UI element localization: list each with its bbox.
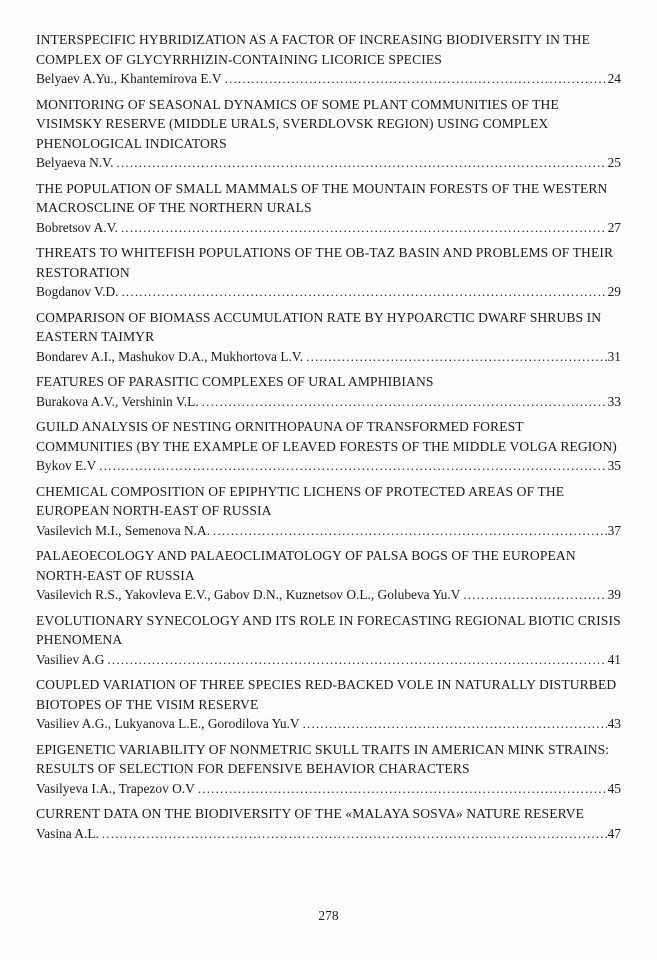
entry-authors-line	[36, 824, 621, 844]
entry-page-number: 47	[607, 825, 621, 841]
entry-page-number: 33	[607, 393, 621, 409]
entry-page-number: 45	[607, 780, 621, 796]
entry-title: EVOLUTIONARY SYNECOLOGY AND ITS ROLE IN FORECASTING REGIONAL BIOTIC CRISIS PHENOMENA	[36, 612, 621, 647]
entry-authors-line	[36, 347, 621, 367]
entry-title: COUPLED VARIATION OF THREE SPECIES RED-BACKED VOLE IN NATURALLY DISTURBED BIOTOPES OF THE VISIM RESERVE	[36, 677, 617, 712]
entry-authors: Vasina A.L.	[36, 825, 99, 841]
entry-page-number: 31	[607, 348, 621, 364]
entry-page-number: 37	[607, 522, 621, 538]
dot-leader	[107, 650, 606, 670]
dot-leader	[198, 779, 607, 799]
entry-authors: Belyaev A.Yu., Khantemirova E.V	[36, 71, 222, 86]
entry-authors-line	[36, 650, 621, 670]
entry-authors-line	[36, 392, 621, 412]
toc-entry	[36, 740, 621, 799]
entry-authors: Vasiliev A.G	[36, 651, 105, 667]
entry-authors: Bondarev A.I., Mashukov D.A., Mukhortova L.V.	[36, 348, 304, 364]
entry-authors-line	[36, 218, 621, 238]
dot-leader	[213, 521, 607, 541]
toc-entry	[36, 243, 621, 302]
toc-entry	[36, 611, 621, 670]
toc-entry	[36, 179, 621, 238]
entry-authors: Belyaeva N.V.	[36, 155, 114, 170]
entry-authors: Bobretsov A.V.	[36, 219, 118, 235]
entry-authors-line	[36, 779, 621, 799]
dot-leader	[121, 218, 607, 238]
entry-authors: Vasilyeva I.A., Trapezov O.V	[36, 780, 195, 796]
entry-title: CHEMICAL COMPOSITION OF EPIPHYTIC LICHENS OF PROTECTED AREAS OF THE EUROPEAN NORTH-EAST OF RUSSIA	[36, 483, 565, 518]
entry-authors-line	[36, 153, 621, 173]
entry-title: COMPARISON OF BIOMASS ACCUMULATION RATE BY HYPOARCTIC DWARF SHRUBS IN EASTERN TAIMYR	[36, 309, 602, 344]
dot-leader	[121, 282, 606, 302]
entry-title: GUILD ANALYSIS OF NESTING ORNITHOPAUNA OF TRANSFORMED FOREST COMMUNITIES (BY THE EXAMPLE OF LEAVED FORESTS OF THE MIDDLE VOLGA REGION)	[36, 419, 617, 454]
entry-title: PALAEOECOLOGY AND PALAEOCLIMATOLOGY OF PALSA BOGS OF THE EUROPEAN NORTH-EAST OF RUSSIA	[36, 548, 576, 583]
toc-list	[36, 30, 621, 843]
dot-leader	[102, 824, 607, 844]
entry-authors-line	[36, 69, 621, 89]
entry-title: CURRENT DATA ON THE BIODIVERSITY OF THE «MALAYA SOSVA» NATURE RESERVE	[36, 806, 585, 821]
entry-authors: Bykov E.V	[36, 458, 97, 473]
entry-authors: Bogdanov V.D.	[36, 284, 119, 299]
page-number: 278	[318, 908, 339, 923]
toc-entry	[36, 95, 621, 173]
dot-leader	[225, 69, 607, 89]
entry-authors: Vasilevich M.I., Semenova N.A.	[36, 522, 211, 538]
entry-page-number: 24	[607, 71, 621, 86]
dot-leader	[202, 392, 607, 412]
dot-leader	[306, 347, 606, 367]
dot-leader	[463, 585, 606, 605]
entry-authors: Vasilevich R.S., Yakovleva E.V., Gabov D.N., Kuznetsov O.L., Golubeva Yu.V	[36, 587, 461, 602]
toc-entry	[36, 308, 621, 367]
toc-entry	[36, 675, 621, 734]
toc-entry	[36, 417, 621, 476]
entry-title: EPIGENETIC VARIABILITY OF NONMETRIC SKULL TRAITS IN AMERICAN MINK STRAINS: RESULTS OF SELECTION FOR DEFENSIVE BEHAVIOR CHARACTERS	[36, 741, 610, 776]
toc-entry	[36, 546, 621, 605]
entry-page-number: 43	[607, 716, 621, 731]
entry-page-number: 27	[607, 219, 621, 235]
toc-entry	[36, 482, 621, 541]
entry-authors-line	[36, 585, 621, 605]
entry-page-number: 25	[607, 155, 621, 170]
entry-title: THREATS TO WHITEFISH POPULATIONS OF THE OB-TAZ BASIN AND PROBLEMS OF THEIR RESTORATION	[36, 245, 614, 280]
entry-page-number: 29	[607, 284, 621, 299]
entry-authors: Burakova A.V., Vershinin V.L.	[36, 393, 199, 409]
dot-leader	[116, 153, 606, 173]
entry-page-number: 41	[607, 651, 621, 667]
toc-entry	[36, 372, 621, 411]
entry-authors-line	[36, 282, 621, 302]
entry-title: FEATURES OF PARASITIC COMPLEXES OF URAL AMPHIBIANS	[36, 374, 434, 389]
dot-leader	[303, 714, 607, 734]
dot-leader	[99, 456, 606, 476]
toc-entry	[36, 30, 621, 89]
entry-title: INTERSPECIFIC HYBRIDIZATION AS A FACTOR OF INCREASING BIODIVERSITY IN THE COMPLEX OF GLYCYRRHIZIN-CONTAINING LICORICE SPECIES	[36, 32, 590, 67]
entry-authors-line	[36, 714, 621, 734]
entry-page-number: 39	[607, 587, 621, 602]
entry-authors: Vasiliev A.G., Lukyanova L.E., Gorodilova Yu.V	[36, 716, 300, 731]
entry-authors-line	[36, 456, 621, 476]
entry-page-number: 35	[607, 458, 621, 473]
entry-authors-line	[36, 521, 621, 541]
entry-title: THE POPULATION OF SMALL MAMMALS OF THE MOUNTAIN FORESTS OF THE WESTERN MACROSCLINE OF THE NORTHERN URALS	[36, 180, 608, 215]
entry-title: MONITORING OF SEASONAL DYNAMICS OF SOME PLANT COMMUNITIES OF THE VISIMSKY RESERVE (MIDDLE URALS, SVERDLOVSK REGION) USING COMPLEX PHENOLOGICAL INDICATORS	[36, 96, 559, 151]
toc-entry	[36, 804, 621, 843]
